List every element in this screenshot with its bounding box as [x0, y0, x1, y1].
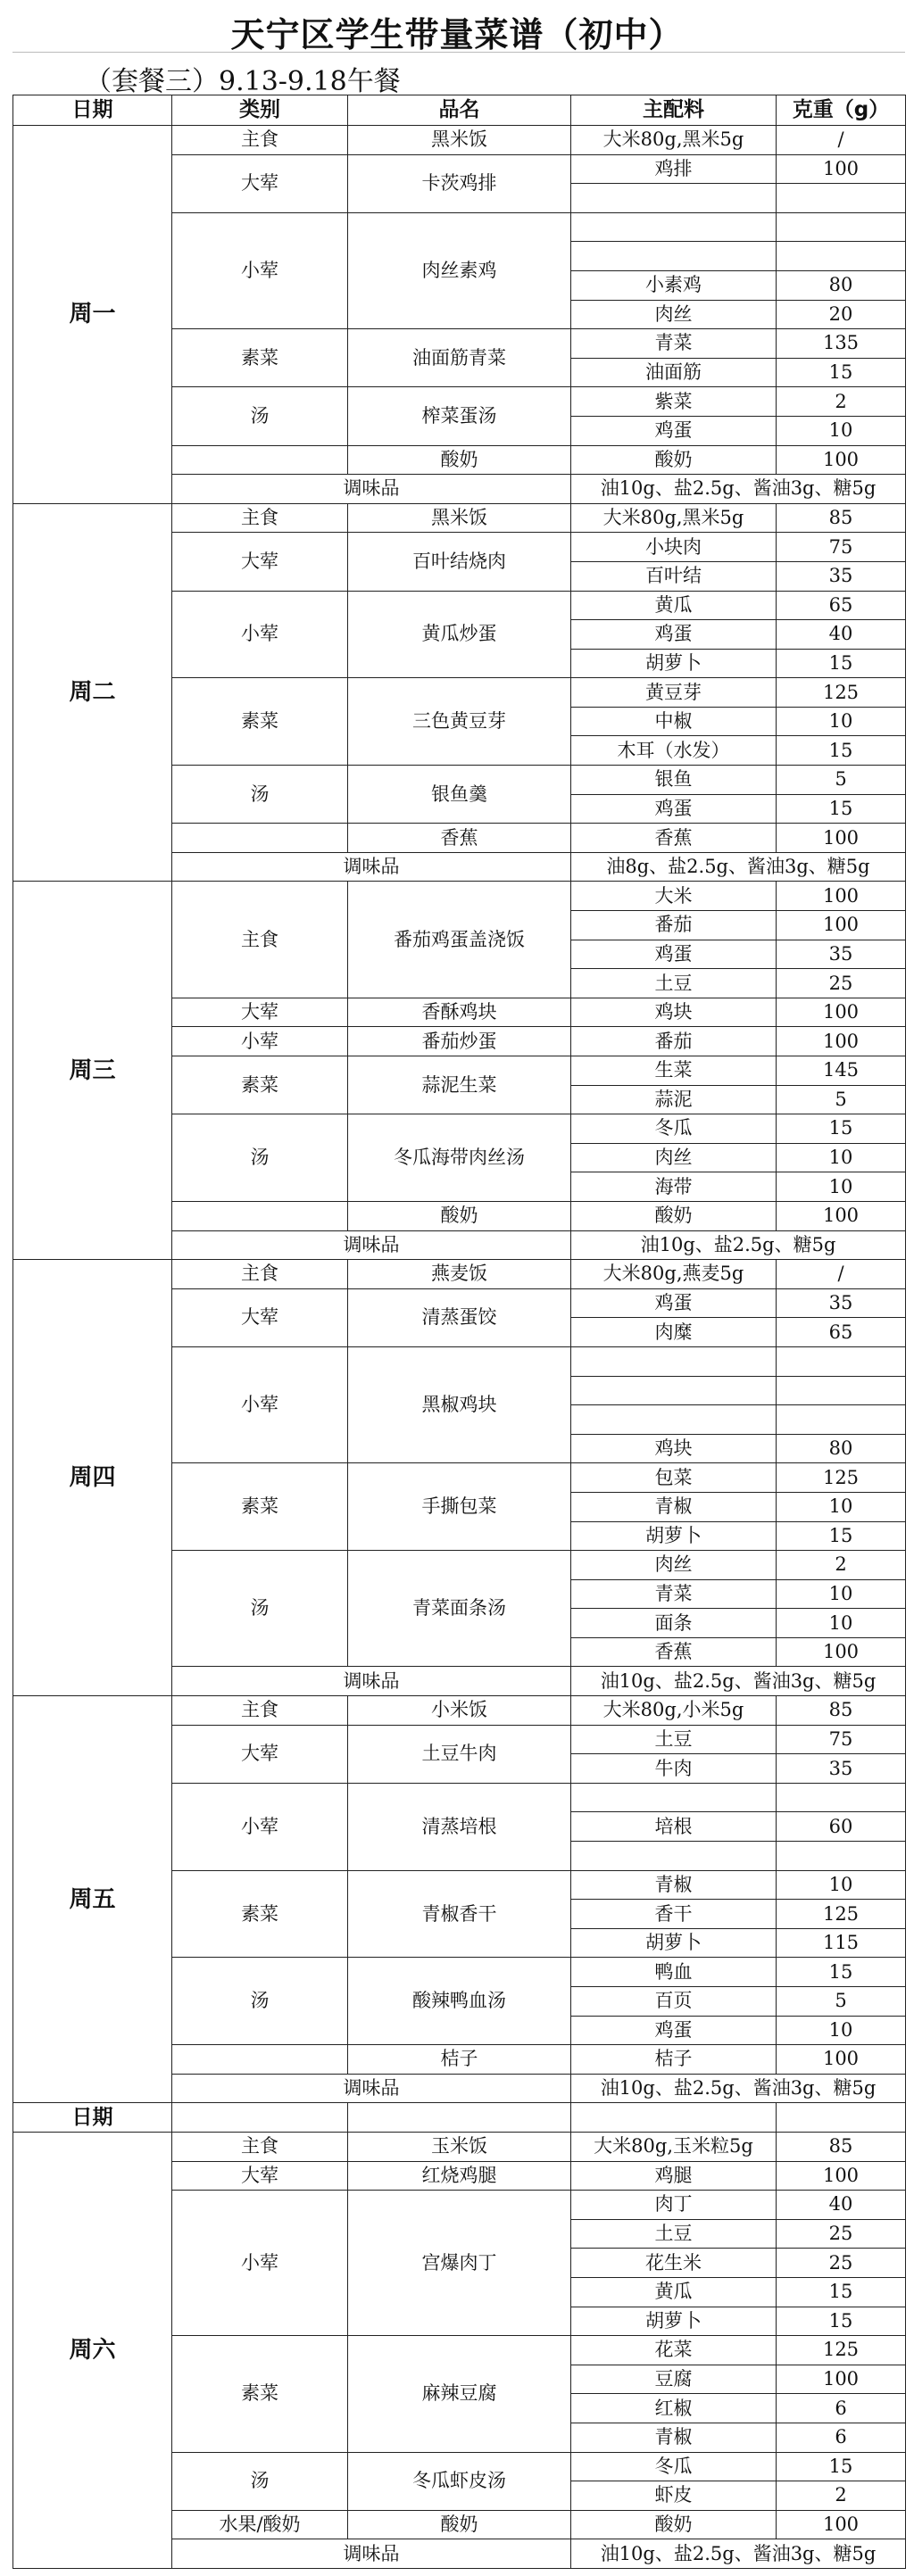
category-cell: 主食 [172, 1260, 348, 1289]
ingredient-cell: 青菜 [571, 1579, 777, 1609]
weight-cell: 25 [777, 2219, 906, 2249]
ingredient-cell: 豆腐 [571, 2365, 777, 2394]
ingredient-cell: 大米80g,玉米粒5g [571, 2132, 777, 2161]
dish-cell: 宫爆肉丁 [348, 2191, 571, 2336]
weight-cell: 15 [777, 1958, 906, 1987]
ingredient-cell: 蒜泥 [571, 1085, 777, 1114]
dish-cell: 酸辣鸭血汤 [348, 1958, 571, 2045]
ingredient-cell: 大米80g,燕麦5g [571, 1260, 777, 1289]
ingredient-cell: 酸奶 [571, 445, 777, 475]
weight-cell: 125 [777, 1900, 906, 1929]
weight-cell: 100 [777, 2045, 906, 2075]
seasoning-value: 油10g、盐2.5g、糖5g [571, 1230, 906, 1260]
blank-cell [172, 2103, 348, 2133]
weight-cell: 40 [777, 620, 906, 650]
ingredient-cell: 土豆 [571, 2219, 777, 2249]
ingredient-cell: 番茄 [571, 1027, 777, 1056]
seasoning-label: 调味品 [172, 475, 571, 504]
category-cell: 大荤 [172, 1288, 348, 1346]
dish-cell: 榨菜蛋汤 [348, 387, 571, 445]
dish-cell: 肉丝素鸡 [348, 212, 571, 328]
dish-cell: 卡茨鸡排 [348, 154, 571, 212]
ingredient-cell [571, 1405, 777, 1435]
category-cell: 素菜 [172, 329, 348, 387]
ingredient-cell: 肉丝 [571, 1551, 777, 1580]
weight-cell: 10 [777, 416, 906, 445]
ingredient-cell: 面条 [571, 1609, 777, 1638]
category-cell [172, 824, 348, 853]
ingredient-cell: 紫菜 [571, 387, 777, 417]
page-subtitle: （套餐三）9.13-9.18午餐 [85, 66, 401, 97]
weight-cell: 80 [777, 270, 906, 300]
dish-cell: 银鱼羹 [348, 766, 571, 824]
weight-cell: 15 [777, 1114, 906, 1144]
category-cell: 小荤 [172, 2191, 348, 2336]
dish-cell: 青菜面条汤 [348, 1551, 571, 1667]
seasoning-value: 油8g、盐2.5g、酱油3g、糖5g [571, 852, 906, 882]
category-cell: 小荤 [172, 591, 348, 678]
weight-cell: 100 [777, 2510, 906, 2539]
category-cell: 素菜 [172, 1463, 348, 1551]
weight-cell: 100 [777, 998, 906, 1027]
title-divider [12, 52, 905, 53]
menu-body [13, 126, 906, 2569]
dish-cell: 番茄炒蛋 [348, 1027, 571, 1056]
ingredient-cell: 百页 [571, 1987, 777, 2017]
ingredient-cell: 生菜 [571, 1056, 777, 1086]
weight-cell: 100 [777, 911, 906, 940]
ingredient-cell: 肉丝 [571, 300, 777, 329]
weight-cell: 6 [777, 2423, 906, 2452]
category-cell: 素菜 [172, 2336, 348, 2452]
category-cell: 主食 [172, 503, 348, 533]
seasoning-value: 油10g、盐2.5g、酱油3g、糖5g [571, 2074, 906, 2103]
weight-cell: 65 [777, 591, 906, 620]
category-cell [172, 2045, 348, 2075]
weight-cell: 60 [777, 1812, 906, 1842]
weight-cell: 80 [777, 1434, 906, 1463]
ingredient-cell: 鸡蛋 [571, 1288, 777, 1318]
ingredient-cell: 大米80g,黑米5g [571, 503, 777, 533]
ingredient-cell: 中椒 [571, 707, 777, 736]
weight-cell: 125 [777, 1463, 906, 1493]
day-label: 周一 [13, 126, 172, 504]
ingredient-cell: 百叶结 [571, 561, 777, 591]
dish-cell: 黑椒鸡块 [348, 1346, 571, 1462]
ingredient-cell: 牛肉 [571, 1754, 777, 1784]
weight-cell: 100 [777, 1637, 906, 1667]
weight-cell [777, 184, 906, 213]
category-cell: 小荤 [172, 212, 348, 328]
ingredient-cell: 鸡蛋 [571, 620, 777, 650]
category-cell [172, 1201, 348, 1230]
weight-cell: 100 [777, 824, 906, 853]
menu-table [12, 95, 906, 2569]
dish-cell: 百叶结烧肉 [348, 533, 571, 591]
ingredient-cell: 鸡排 [571, 154, 777, 184]
ingredient-cell: 虾皮 [571, 2481, 777, 2511]
day-label: 周三 [13, 882, 172, 1260]
weight-cell: 15 [777, 649, 906, 678]
ingredient-cell: 土豆 [571, 969, 777, 998]
dish-cell: 三色黄豆芽 [348, 678, 571, 766]
ingredient-cell: 鸡蛋 [571, 2016, 777, 2045]
category-cell: 主食 [172, 126, 348, 155]
category-cell: 汤 [172, 766, 348, 824]
ingredient-cell: 木耳（水发） [571, 736, 777, 766]
weight-cell [777, 212, 906, 242]
ingredient-cell: 大米 [571, 882, 777, 911]
header-dish: 品名 [348, 95, 571, 126]
header-ingredients: 主配料 [571, 95, 777, 126]
seasoning-label: 调味品 [172, 852, 571, 882]
ingredient-cell: 鸡蛋 [571, 794, 777, 824]
ingredient-cell: 油面筋 [571, 358, 777, 387]
ingredient-cell: 青椒 [571, 2423, 777, 2452]
dish-cell: 清蒸培根 [348, 1783, 571, 1870]
weight-cell [777, 1376, 906, 1405]
dish-cell: 土豆牛肉 [348, 1725, 571, 1783]
weight-cell: 100 [777, 882, 906, 911]
weight-cell: 15 [777, 794, 906, 824]
weight-cell: 25 [777, 969, 906, 998]
ingredient-cell: 青椒 [571, 1492, 777, 1521]
weight-cell: 10 [777, 1609, 906, 1638]
weight-cell: 85 [777, 2132, 906, 2161]
day-label: 周二 [13, 503, 172, 882]
dish-cell: 蒜泥生菜 [348, 1056, 571, 1114]
weight-cell: 5 [777, 1987, 906, 2017]
weight-cell: 6 [777, 2394, 906, 2423]
ingredient-cell: 冬瓜 [571, 2452, 777, 2481]
seasoning-value: 油10g、盐2.5g、酱油3g、糖5g [571, 2539, 906, 2569]
weight-cell: 75 [777, 1725, 906, 1754]
category-cell: 素菜 [172, 1056, 348, 1114]
header-row [13, 95, 906, 126]
category-cell: 小荤 [172, 1027, 348, 1056]
header-weight: 克重（g） [777, 95, 906, 126]
ingredient-cell: 胡萝卜 [571, 1521, 777, 1551]
ingredient-cell [571, 242, 777, 271]
category-cell: 汤 [172, 387, 348, 445]
seasoning-label: 调味品 [172, 2074, 571, 2103]
weight-cell: 135 [777, 329, 906, 359]
day-label: 周五 [13, 1696, 172, 2103]
weight-cell: 10 [777, 2016, 906, 2045]
dish-cell: 油面筋青菜 [348, 329, 571, 387]
weight-cell: / [777, 126, 906, 155]
ingredient-cell: 番茄 [571, 911, 777, 940]
weight-cell: 100 [777, 1027, 906, 1056]
ingredient-cell: 小块肉 [571, 533, 777, 562]
weight-cell: 15 [777, 2277, 906, 2307]
weight-cell: 35 [777, 1288, 906, 1318]
category-cell: 主食 [172, 2132, 348, 2161]
dish-cell: 玉米饭 [348, 2132, 571, 2161]
dish-cell: 酸奶 [348, 445, 571, 475]
ingredient-cell: 香蕉 [571, 1637, 777, 1667]
ingredient-cell: 香干 [571, 1900, 777, 1929]
ingredient-cell: 胡萝卜 [571, 649, 777, 678]
ingredient-cell: 肉丝 [571, 1143, 777, 1172]
ingredient-cell [571, 1783, 777, 1812]
dish-cell: 红烧鸡腿 [348, 2161, 571, 2191]
dish-cell: 酸奶 [348, 1201, 571, 1230]
ingredient-cell [571, 212, 777, 242]
weight-cell: 75 [777, 533, 906, 562]
table-row [13, 882, 906, 911]
blank-cell [348, 2103, 571, 2133]
table-row [13, 126, 906, 155]
ingredient-cell: 小素鸡 [571, 270, 777, 300]
ingredient-cell: 花菜 [571, 2336, 777, 2365]
date-header-row [13, 2103, 906, 2133]
ingredient-cell: 胡萝卜 [571, 2307, 777, 2336]
category-cell: 汤 [172, 1114, 348, 1202]
weight-cell: 125 [777, 678, 906, 708]
table-row [13, 503, 906, 533]
ingredient-cell: 银鱼 [571, 766, 777, 795]
weight-cell: / [777, 1260, 906, 1289]
category-cell: 主食 [172, 1696, 348, 1726]
weight-cell [777, 1842, 906, 1871]
category-cell: 小荤 [172, 1346, 348, 1462]
blank-cell [777, 2103, 906, 2133]
ingredient-cell: 鸡块 [571, 1434, 777, 1463]
weight-cell: 145 [777, 1056, 906, 1086]
weight-cell: 10 [777, 707, 906, 736]
ingredient-cell: 黄豆芽 [571, 678, 777, 708]
weight-cell: 100 [777, 2161, 906, 2191]
dish-cell: 桔子 [348, 2045, 571, 2075]
table-row [13, 2132, 906, 2161]
header-category: 类别 [172, 95, 348, 126]
seasoning-value: 油10g、盐2.5g、酱油3g、糖5g [571, 1667, 906, 1696]
seasoning-label: 调味品 [172, 1667, 571, 1696]
dish-cell: 清蒸蛋饺 [348, 1288, 571, 1346]
ingredient-cell: 青菜 [571, 329, 777, 359]
weight-cell: 10 [777, 1143, 906, 1172]
seasoning-label: 调味品 [172, 1230, 571, 1260]
weight-cell: 15 [777, 1521, 906, 1551]
ingredient-cell: 酸奶 [571, 2510, 777, 2539]
dish-cell: 香酥鸡块 [348, 998, 571, 1027]
dish-cell: 酸奶 [348, 2510, 571, 2539]
dish-cell: 黄瓜炒蛋 [348, 591, 571, 678]
seasoning-value: 油10g、盐2.5g、酱油3g、糖5g [571, 475, 906, 504]
ingredient-cell: 酸奶 [571, 1201, 777, 1230]
weight-cell: 10 [777, 1579, 906, 1609]
table-row [13, 1260, 906, 1289]
weight-cell: 35 [777, 561, 906, 591]
ingredient-cell [571, 1376, 777, 1405]
weight-cell: 2 [777, 1551, 906, 1580]
ingredient-cell: 冬瓜 [571, 1114, 777, 1144]
ingredient-cell: 鸭血 [571, 1958, 777, 1987]
weight-cell [777, 1346, 906, 1376]
ingredient-cell [571, 184, 777, 213]
ingredient-cell: 鸡腿 [571, 2161, 777, 2191]
weight-cell: 15 [777, 358, 906, 387]
seasoning-label: 调味品 [172, 2539, 571, 2569]
weight-cell: 100 [777, 2365, 906, 2394]
dish-cell: 黑米饭 [348, 503, 571, 533]
category-cell: 小荤 [172, 1783, 348, 1870]
dish-cell: 冬瓜海带肉丝汤 [348, 1114, 571, 1202]
ingredient-cell: 土豆 [571, 1725, 777, 1754]
ingredient-cell: 大米80g,黑米5g [571, 126, 777, 155]
ingredient-cell: 鸡蛋 [571, 940, 777, 969]
dish-cell: 番茄鸡蛋盖浇饭 [348, 882, 571, 998]
ingredient-cell: 包菜 [571, 1463, 777, 1493]
day-label: 周六 [13, 2132, 172, 2568]
ingredient-cell: 黄瓜 [571, 2277, 777, 2307]
ingredient-cell: 花生米 [571, 2249, 777, 2278]
dish-cell: 青椒香干 [348, 1870, 571, 1958]
weight-cell [777, 242, 906, 271]
weight-cell: 25 [777, 2249, 906, 2278]
ingredient-cell [571, 1842, 777, 1871]
date-header-label: 日期 [13, 2103, 172, 2133]
weight-cell: 5 [777, 766, 906, 795]
ingredient-cell: 红椒 [571, 2394, 777, 2423]
weight-cell: 125 [777, 2336, 906, 2365]
category-cell: 大荤 [172, 154, 348, 212]
category-cell: 素菜 [172, 678, 348, 766]
weight-cell [777, 1783, 906, 1812]
ingredient-cell: 桔子 [571, 2045, 777, 2075]
weight-cell: 35 [777, 940, 906, 969]
blank-cell [571, 2103, 777, 2133]
ingredient-cell [571, 1346, 777, 1376]
category-cell: 素菜 [172, 1870, 348, 1958]
weight-cell: 115 [777, 1928, 906, 1958]
weight-cell: 10 [777, 1870, 906, 1900]
category-cell: 大荤 [172, 2161, 348, 2191]
weight-cell: 85 [777, 1696, 906, 1726]
ingredient-cell: 香蕉 [571, 824, 777, 853]
dish-cell: 燕麦饭 [348, 1260, 571, 1289]
weight-cell: 2 [777, 387, 906, 417]
category-cell: 汤 [172, 2452, 348, 2510]
weight-cell: 20 [777, 300, 906, 329]
category-cell: 汤 [172, 1958, 348, 2045]
ingredient-cell: 培根 [571, 1812, 777, 1842]
category-cell: 大荤 [172, 998, 348, 1027]
weight-cell: 15 [777, 736, 906, 766]
ingredient-cell: 肉丁 [571, 2191, 777, 2220]
weight-cell: 2 [777, 2481, 906, 2511]
ingredient-cell: 肉糜 [571, 1318, 777, 1347]
category-cell [172, 445, 348, 475]
category-cell: 大荤 [172, 533, 348, 591]
category-cell: 汤 [172, 1551, 348, 1667]
weight-cell: 35 [777, 1754, 906, 1784]
day-label: 周四 [13, 1260, 172, 1696]
weight-cell: 10 [777, 1172, 906, 1202]
weight-cell: 65 [777, 1318, 906, 1347]
weight-cell: 5 [777, 1085, 906, 1114]
dish-cell: 黑米饭 [348, 126, 571, 155]
weight-cell: 15 [777, 2307, 906, 2336]
table-row [13, 1696, 906, 1726]
ingredient-cell: 大米80g,小米5g [571, 1696, 777, 1726]
weight-cell: 10 [777, 1492, 906, 1521]
weight-cell: 40 [777, 2191, 906, 2220]
ingredient-cell: 胡萝卜 [571, 1928, 777, 1958]
dish-cell: 麻辣豆腐 [348, 2336, 571, 2452]
category-cell: 大荤 [172, 1725, 348, 1783]
dish-cell: 香蕉 [348, 824, 571, 853]
weight-cell [777, 1405, 906, 1435]
dish-cell: 小米饭 [348, 1696, 571, 1726]
ingredient-cell: 黄瓜 [571, 591, 777, 620]
category-cell: 水果/酸奶 [172, 2510, 348, 2539]
ingredient-cell: 青椒 [571, 1870, 777, 1900]
category-cell: 主食 [172, 882, 348, 998]
ingredient-cell: 鸡蛋 [571, 416, 777, 445]
page-title: 天宁区学生带量菜谱（初中） [230, 15, 684, 54]
weight-cell: 15 [777, 2452, 906, 2481]
dish-cell: 手撕包菜 [348, 1463, 571, 1551]
weight-cell: 100 [777, 1201, 906, 1230]
dish-cell: 冬瓜虾皮汤 [348, 2452, 571, 2510]
header-date: 日期 [13, 95, 172, 126]
ingredient-cell: 海带 [571, 1172, 777, 1202]
weight-cell: 100 [777, 445, 906, 475]
weight-cell: 85 [777, 503, 906, 533]
weight-cell: 100 [777, 154, 906, 184]
ingredient-cell: 鸡块 [571, 998, 777, 1027]
